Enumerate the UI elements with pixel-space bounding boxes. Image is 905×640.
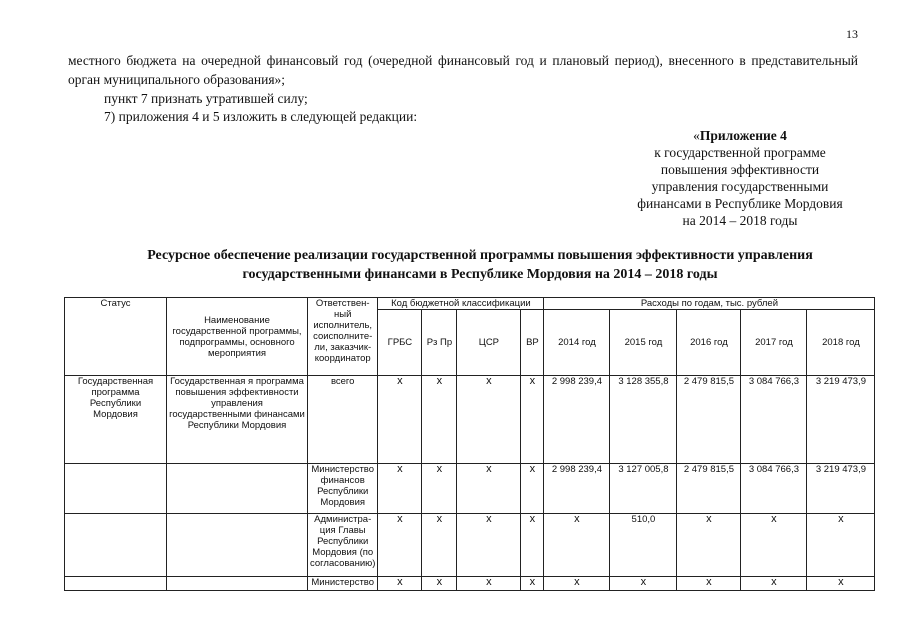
row-value-2014: x: [544, 514, 610, 577]
header-csr: ЦСР: [457, 310, 521, 376]
row-vr: x: [521, 577, 544, 591]
row-executor: Министерство: [308, 577, 378, 591]
table-row: [65, 514, 875, 577]
row-value-2018: x: [807, 514, 875, 577]
appendix-label: Приложение 4: [699, 128, 787, 143]
row-vr: x: [521, 514, 544, 577]
row-status: Государственная программа Республики Мордовия: [65, 376, 167, 464]
row-value-2015: x: [610, 577, 677, 591]
page-number: 13: [846, 27, 858, 41]
row-rzpr: x: [422, 464, 457, 514]
row-value-2017: x: [741, 577, 807, 591]
row-executor: Администра-ция Главы Республики Мордовия (по согласованию): [308, 514, 378, 577]
header-year-2015: 2015 год: [610, 310, 677, 376]
table-row: [65, 577, 875, 591]
row-csr: x: [457, 376, 521, 464]
header-expenses: Расходы по годам, тыс. рублей: [544, 298, 875, 310]
header-classification: Код бюджетной классификации: [378, 298, 544, 310]
header-year-2017: 2017 год: [741, 310, 807, 376]
document-title-line-1: Ресурсное обеспечение реализации государственной программы повышения эффективности управления: [147, 248, 813, 263]
row-csr: x: [457, 514, 521, 577]
header-name: Наименование государственной программы, подпрограммы, основного мероприятия: [167, 298, 308, 376]
row-name: [167, 577, 308, 591]
row-executor: Министерство финансов Республики Мордовия: [308, 464, 378, 514]
appendix-line: финансами в Республике Мордовия: [637, 196, 843, 211]
row-value-2018: x: [807, 577, 875, 591]
row-vr: x: [521, 376, 544, 464]
header-vr: ВР: [521, 310, 544, 376]
row-csr: x: [457, 577, 521, 591]
appendix-quote-mark: «: [693, 128, 700, 143]
row-rzpr: x: [422, 514, 457, 577]
row-value-2017: 3 084 766,3: [741, 464, 807, 514]
row-grbs: x: [378, 577, 422, 591]
header-year-2014: 2014 год: [544, 310, 610, 376]
row-value-2016: x: [677, 577, 741, 591]
row-value-2014: 2 998 239,4: [544, 464, 610, 514]
row-value-2015: 3 127 005,8: [610, 464, 677, 514]
intro-paragraph-3: 7) приложения 4 и 5 изложить в следующей редакции:: [104, 109, 418, 124]
header-rzpr: Рз Пр: [422, 310, 457, 376]
intro-paragraph-2: пункт 7 признать утратившей силу;: [104, 91, 308, 106]
header-executor: Ответствен-ный исполнитель, соисполните-ли, заказчик-координатор: [308, 298, 378, 376]
row-name: [167, 464, 308, 514]
appendix-line: управления государственными: [651, 179, 829, 194]
header-year-2016: 2016 год: [677, 310, 741, 376]
document-title: [70, 246, 890, 284]
row-name: [167, 514, 308, 577]
row-value-2017: 3 084 766,3: [741, 376, 807, 464]
row-executor: всего: [308, 376, 378, 464]
row-rzpr: x: [422, 376, 457, 464]
row-status: [65, 577, 167, 591]
row-value-2015: 510,0: [610, 514, 677, 577]
appendix-line: повышения эффективности: [660, 162, 820, 177]
header-status: Статус: [65, 298, 167, 376]
table-row: [65, 376, 875, 464]
row-vr: x: [521, 464, 544, 514]
row-value-2017: x: [741, 514, 807, 577]
row-rzpr: x: [422, 577, 457, 591]
row-value-2018: 3 219 473,9: [807, 376, 875, 464]
row-grbs: x: [378, 464, 422, 514]
row-value-2016: 2 479 815,5: [677, 464, 741, 514]
table-row: [65, 464, 875, 514]
header-year-2018: 2018 год: [807, 310, 875, 376]
header-grbs: ГРБС: [378, 310, 422, 376]
row-name: Государственная я программа повышения эффективности управления государственными финансами Республики Мордовия: [167, 376, 308, 464]
row-status: [65, 464, 167, 514]
row-value-2014: x: [544, 577, 610, 591]
row-csr: x: [457, 464, 521, 514]
row-grbs: x: [378, 376, 422, 464]
row-status: [65, 514, 167, 577]
intro-paragraph-1: местного бюджета на очередной финансовый год (очередной финансовый год и плановый период), внесенного в представительный орган муниципального образования»;: [68, 53, 858, 87]
row-value-2016: 2 479 815,5: [677, 376, 741, 464]
row-value-2014: 2 998 239,4: [544, 376, 610, 464]
row-value-2015: 3 128 355,8: [610, 376, 677, 464]
resource-table: [64, 297, 875, 591]
appendix-line: на 2014 – 2018 годы: [682, 213, 798, 228]
row-value-2016: x: [677, 514, 741, 577]
row-grbs: x: [378, 514, 422, 577]
appendix-header: [600, 127, 880, 229]
document-title-line-2: государственными финансами в Республике Мордовия на 2014 – 2018 годы: [242, 267, 718, 282]
row-value-2018: 3 219 473,9: [807, 464, 875, 514]
appendix-line: к государственной программе: [654, 145, 826, 160]
